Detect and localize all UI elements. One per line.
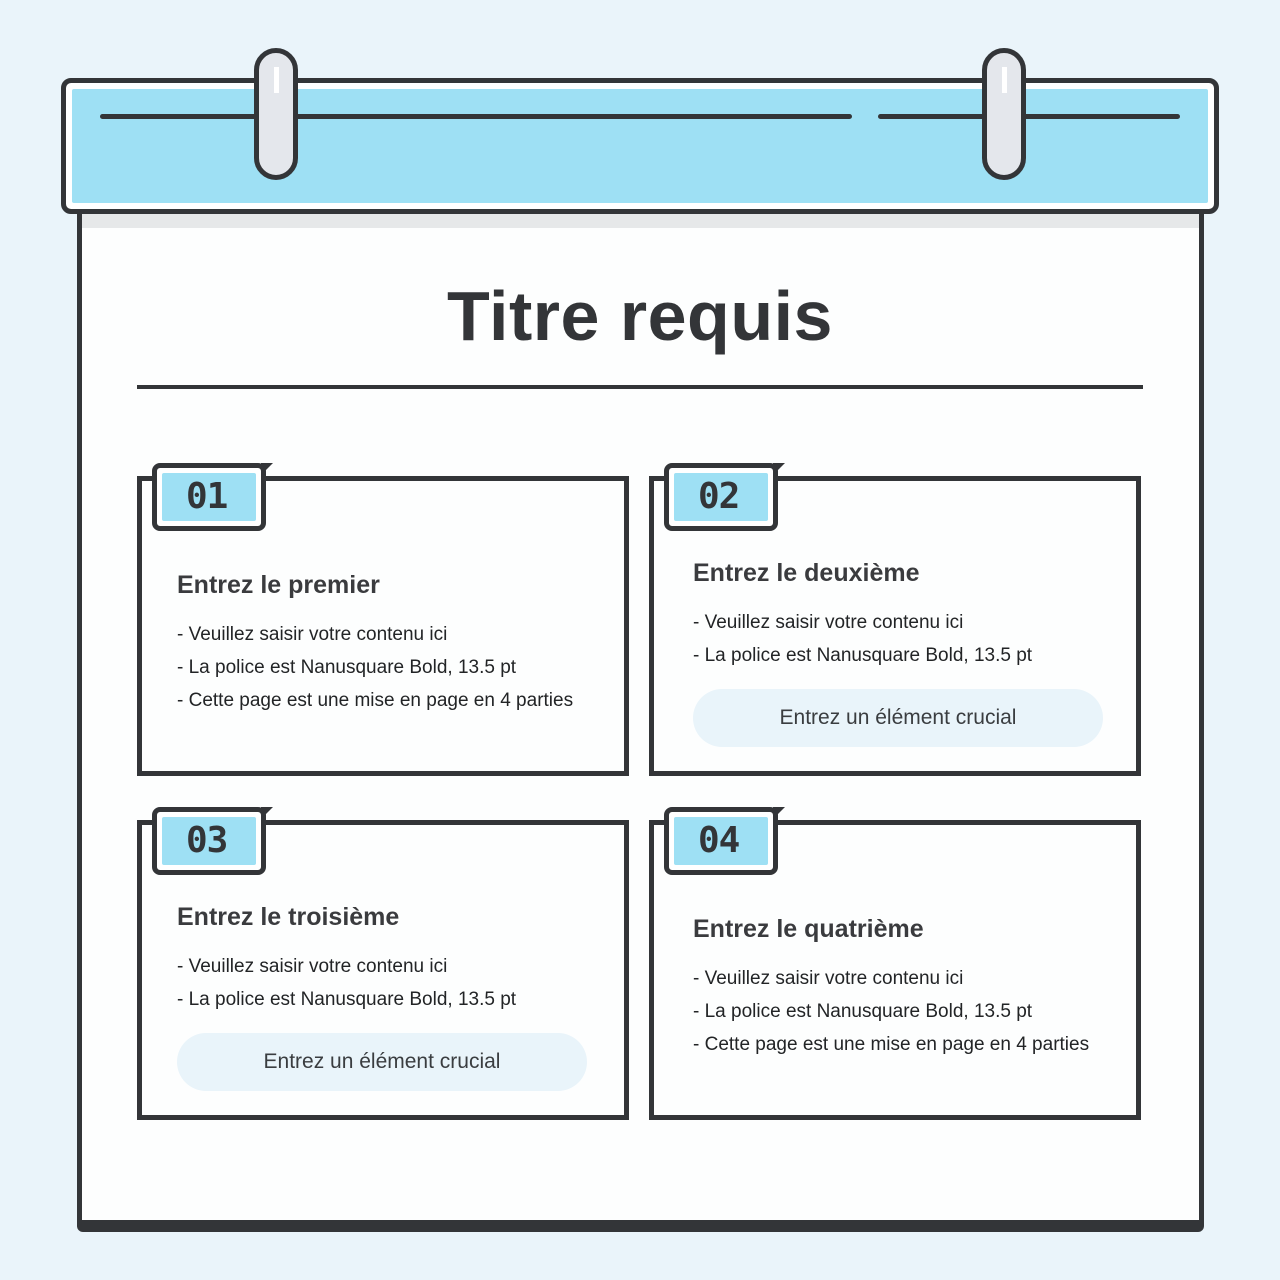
header-line-left xyxy=(100,114,852,119)
bullet-line: - Veuillez saisir votre contenu ici xyxy=(177,956,448,977)
bullet-line: - La police est Nanusquare Bold, 13.5 pt xyxy=(177,989,517,1010)
section-number: 02 xyxy=(698,476,740,517)
bullet-line: - Veuillez saisir votre contenu ici xyxy=(177,624,448,645)
header-line-right xyxy=(878,114,1180,119)
paper-shadow xyxy=(82,212,1199,228)
section-card-4 xyxy=(649,820,1141,1120)
binder-ring-icon xyxy=(254,48,298,180)
bullet-line: - La police est Nanusquare Bold, 13.5 pt xyxy=(693,1001,1033,1022)
section-number-tab xyxy=(152,807,266,875)
section-heading: Entrez le deuxième xyxy=(693,559,920,587)
section-heading: Entrez le premier xyxy=(177,571,380,599)
section-heading: Entrez le quatrième xyxy=(693,915,924,943)
binder-ring-icon xyxy=(982,48,1026,180)
section-card-3 xyxy=(137,820,629,1120)
section-number-tab xyxy=(152,463,266,531)
bullet-line: - Cette page est une mise en page en 4 parties xyxy=(693,1034,1090,1055)
section-card-2 xyxy=(649,476,1141,776)
section-number: 03 xyxy=(186,820,228,861)
header-fill xyxy=(72,89,1208,203)
section-card-1 xyxy=(137,476,629,776)
section-number-tab xyxy=(664,463,778,531)
section-number: 04 xyxy=(698,820,740,861)
calendar-header-bar xyxy=(61,78,1219,214)
section-heading: Entrez le troisième xyxy=(177,903,400,931)
bullet-line: - Veuillez saisir votre contenu ici xyxy=(693,968,964,989)
section-number: 01 xyxy=(186,476,228,517)
page-title: Titre requis xyxy=(447,277,833,355)
key-element-pill[interactable]: Entrez un élément crucial xyxy=(177,1033,587,1091)
section-number-tab xyxy=(664,807,778,875)
bullet-line: - La police est Nanusquare Bold, 13.5 pt xyxy=(177,657,517,678)
bullet-line: - La police est Nanusquare Bold, 13.5 pt xyxy=(693,645,1033,666)
key-element-pill[interactable]: Entrez un élément crucial xyxy=(693,689,1103,747)
title-divider xyxy=(137,385,1143,389)
bullet-line: - Cette page est une mise en page en 4 parties xyxy=(177,690,574,711)
bullet-line: - Veuillez saisir votre contenu ici xyxy=(693,612,964,633)
